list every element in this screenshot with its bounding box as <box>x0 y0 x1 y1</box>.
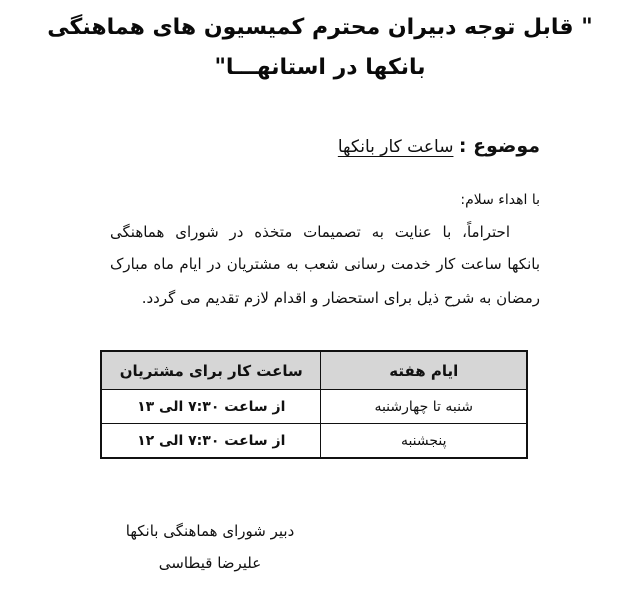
header-days: ایام هفته <box>321 351 527 390</box>
row-days: شنبه تا چهارشنبه <box>321 390 527 424</box>
body-paragraph-line-2: بانکها ساعت کار خدمت رسانی شعب به مشتریان در ایام ماه مبارک <box>110 255 540 273</box>
signature-position: دبیر شورای هماهنگی بانکها <box>125 522 295 540</box>
greeting: با اهداء سلام: <box>460 192 540 208</box>
table-row <box>101 424 527 459</box>
table-header-row <box>101 351 527 390</box>
signature-block <box>110 515 310 579</box>
header-hours: ساعت کار برای مشتریان <box>101 351 321 390</box>
row-hours: از ساعت ۷:۳۰ الی ۱۳ <box>101 390 321 424</box>
body-paragraph-line-3: رمضان به شرح ذیل برای استحضار و اقدام لازم تقدیم می گردد. <box>141 289 540 307</box>
body-paragraph-line-1: احتراماً، با عنایت به تصمیمات متخذه در شورای هماهنگی <box>110 223 510 241</box>
table-row <box>101 390 527 424</box>
document-title-line-1: " قابل توجه دبیران محترم کمیسیون های هماهنگی <box>47 15 593 40</box>
working-hours-table <box>100 350 528 459</box>
subject-label: موضوع : <box>458 135 540 157</box>
subject-value: ساعت کار بانکها <box>337 137 454 157</box>
signature-name: علیرضا قیطاسی <box>158 554 262 572</box>
subject-line <box>338 133 540 160</box>
document-title-line-2: بانکها در استانهـــا" <box>214 55 426 80</box>
row-days: پنجشنبه <box>321 424 527 459</box>
row-hours: از ساعت ۷:۳۰ الی ۱۲ <box>101 424 321 459</box>
